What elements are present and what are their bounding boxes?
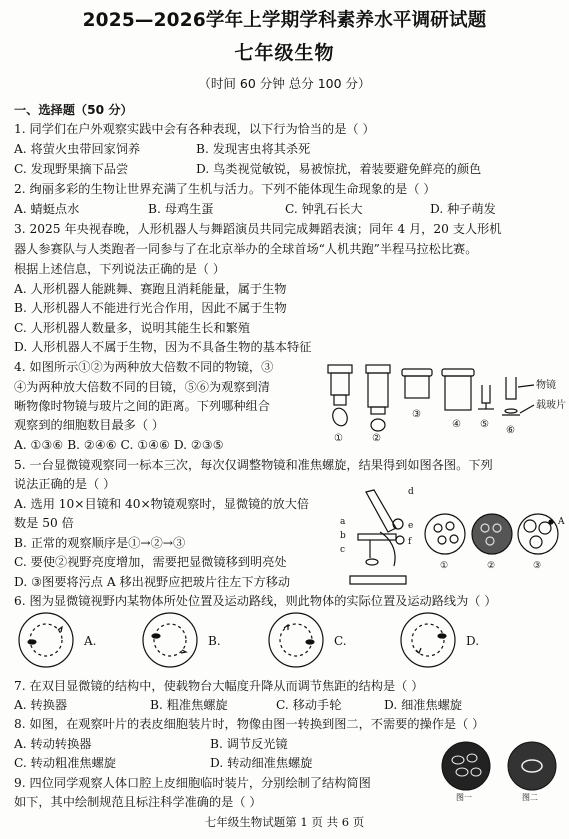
view-label-2: ② — [487, 561, 496, 571]
option-c-label: C. — [334, 634, 347, 648]
q1-option-a: A. 将萤火虫带回家饲养 — [14, 142, 141, 156]
option-d-label: D. — [466, 634, 480, 648]
exam-subtitle: 七年级生物 — [234, 42, 335, 64]
q5-option-b: B. 正常的观察顺序是①→②→③ — [14, 536, 186, 550]
q5-stem-2: 说法正确的是（ ） — [14, 477, 116, 491]
q4-stem-4: 观察到的细胞数目最多（ ） — [14, 418, 165, 432]
option-b-figure — [143, 613, 197, 667]
label-n1: ① — [334, 433, 343, 444]
q3-option-b: B. 人形机器人不能进行光合作用，因此不属于生物 — [14, 301, 287, 315]
q8-stem: 8. 如图，在观察叶片的表皮细胞装片时，物像由图一转换到图二，不需要的操作是（ ） — [14, 717, 485, 731]
microscope-drawing — [350, 490, 406, 584]
q4-options: A. ①③⑥ B. ②④⑥ C. ①④⑥ D. ②③⑤ — [14, 438, 224, 452]
q7-option-b: B. 粗准焦螺旋 — [150, 698, 228, 712]
option-b-label: B. — [208, 634, 221, 648]
q3-option-d: D. 人形机器人不属于生物，因为不具备生物的基本特征 — [14, 340, 312, 354]
objective-2-figure — [366, 365, 390, 431]
view-two-label: 图二 — [522, 793, 538, 802]
q5-option-d: D. ③图要将污点 A 移出视野应把玻片往左下方移动 — [14, 575, 291, 589]
view-two-figure — [508, 742, 556, 790]
section-heading: 一、选择题（50 分） — [14, 103, 133, 117]
exam-title: 2025—2026学年上学期学科素养水平调研试题 — [82, 10, 487, 31]
view-label-3: ③ — [533, 561, 542, 571]
q3-stem-3: 根据上述信息，下列说法正确的是（ ） — [14, 262, 226, 276]
label-e: e — [408, 521, 414, 531]
objective-1-figure — [328, 365, 352, 428]
view-2-figure — [472, 514, 512, 554]
label-f: f — [408, 537, 412, 547]
motion-path-figure — [18, 612, 558, 670]
q7-option-c: C. 移动手轮 — [276, 698, 342, 712]
option-d-figure — [401, 613, 455, 667]
label-n4: ④ — [452, 419, 461, 430]
q7-option-d: D. 细准焦螺旋 — [384, 698, 463, 712]
label-n3: ③ — [412, 409, 421, 420]
eyepiece-3-figure — [402, 369, 432, 398]
q6-stem: 6. 图为显微镜视野内某物体所处位置及运动路线，则此物体的实际位置及运动路线为（ ） — [14, 594, 497, 608]
label-c: c — [340, 545, 346, 555]
label-n5: ⑤ — [480, 419, 489, 430]
q5-option-c: C. 要使②视野亮度增加，需要把显微镜移到明亮处 — [14, 555, 287, 569]
label-objective: 物镜 — [536, 380, 556, 391]
q2-option-b: B. 母鸡生蛋 — [148, 202, 214, 216]
q1-option-d: D. 鸟类视觉敏锐，易被惊扰，着装要避免鲜亮的颜色 — [196, 162, 482, 176]
q9-stem-2: 如下，其中绘制规范且标注科学准确的是（ ） — [14, 795, 262, 809]
distance-5-figure — [478, 385, 494, 409]
q2-option-c: C. 钟乳石长大 — [285, 202, 363, 216]
leaf-cell-figure — [436, 738, 564, 802]
q4-stem-2: ④为两种放大倍数不同的目镜，⑤⑥为观察到清 — [14, 380, 270, 394]
distance-6-figure — [502, 377, 534, 415]
view-one-label: 图一 — [456, 793, 472, 802]
view-1-figure — [425, 514, 465, 554]
q4-stem-1: 4. 如图所示①②为两种放大倍数不同的物镜，③ — [14, 360, 274, 374]
q3-option-c: C. 人形机器人数量多，说明其能生长和繁殖 — [14, 321, 251, 335]
q7-stem: 7. 在双目显微镜的结构中，使载物台大幅度升降从而调节焦距的结构是（ ） — [14, 679, 424, 693]
q8-option-c: C. 转动粗准焦螺旋 — [14, 756, 116, 770]
q3-stem-1: 3. 2025 年央视春晚，人形机器人与舞蹈演员共同完成舞蹈表演；同年 4 月，20 支人形机 — [14, 222, 502, 236]
q1-option-c: C. 发现野果摘下品尝 — [14, 162, 129, 176]
view-3-figure — [518, 514, 558, 554]
microscope-figure — [340, 484, 565, 588]
q1-stem: 1. 同学们在户外观察实践中会有各种表现，以下行为恰当的是（ ） — [14, 122, 375, 136]
option-c-figure — [269, 613, 323, 667]
q1-option-b: B. 发现害虫将其杀死 — [196, 142, 311, 156]
q2-option-d: D. 种子萌发 — [430, 202, 496, 216]
q5-stem-1: 5. 一台显微镜观察同一标本三次，每次仅调整物镜和准焦螺旋，结果得到如图各图。下列 — [14, 458, 493, 472]
option-a-figure — [19, 613, 73, 667]
q8-option-a: A. 转动转换器 — [14, 737, 92, 751]
exam-meta: （时间 60 分钟 总分 100 分） — [198, 76, 371, 91]
q3-option-a: A. 人形机器人能跳舞、赛跑且消耗能量，属于生物 — [14, 282, 287, 296]
label-n2: ② — [372, 433, 381, 444]
q5-option-a-2: 数是 50 倍 — [14, 516, 74, 530]
q8-option-b: B. 调节反光镜 — [210, 737, 288, 751]
q3-stem-2: 器人参赛队与人类跑者一同参与了在北京举办的全球首场“人机共跑”半程马拉松比赛。 — [14, 242, 478, 256]
label-slide: 载玻片 — [536, 400, 566, 411]
q2-stem: 2. 绚丽多彩的生物让世界充满了生机与活力。下列不能体现生命现象的是（ ） — [14, 182, 436, 196]
view-one-figure — [442, 742, 490, 790]
q9-stem-1: 9. 四位同学观察人体口腔上皮细胞临时装片，分别绘制了结构简图 — [14, 776, 371, 790]
q7-option-a: A. 转换器 — [14, 698, 68, 712]
q8-option-d: D. 转动细准焦螺旋 — [210, 756, 313, 770]
label-n6: ⑥ — [506, 425, 515, 436]
q2-option-a: A. 蜻蜓点水 — [14, 202, 80, 216]
label-d: d — [408, 487, 414, 497]
lens-figure — [322, 355, 566, 447]
q4-stem-3: 晰物像时物镜与玻片之间的距离。下列哪种组合 — [14, 399, 270, 413]
view-label-1: ① — [440, 561, 449, 571]
q5-option-a-1: A. 选用 10×目镜和 40×物镜观察时，显微镜的放大倍 — [14, 497, 310, 511]
eyepiece-4-figure — [442, 369, 474, 410]
label-b: b — [340, 531, 346, 541]
option-a-label: A. — [84, 634, 97, 648]
label-a: a — [340, 517, 346, 527]
page-footer: 七年级生物试题第 1 页 共 6 页 — [204, 815, 365, 829]
label-spot-A: A — [558, 517, 565, 527]
